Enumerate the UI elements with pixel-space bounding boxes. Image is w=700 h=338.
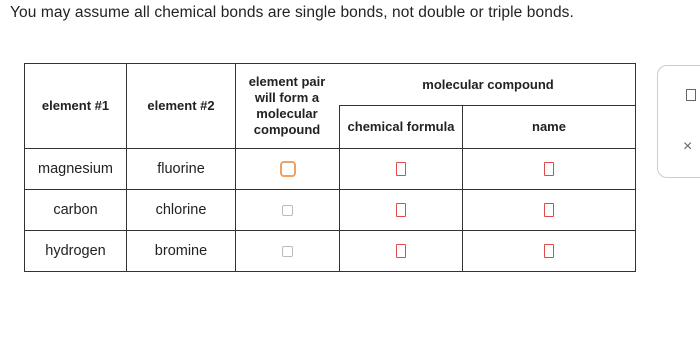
row2-name-input[interactable] [544,203,554,217]
row2-element1: carbon [53,202,98,218]
row3-will-form-checkbox[interactable] [282,246,293,257]
row2-will-form-checkbox[interactable] [282,205,293,216]
row1-element1: magnesium [38,161,113,177]
instruction-text: You may assume all chemical bonds are single bonds, not double or triple bonds. [10,4,574,21]
row2-formula-input[interactable] [396,203,406,217]
row2-element2: chlorine [155,202,207,218]
row1-element2: fluorine [157,161,205,177]
header-chemical-formula: chemical formula [347,119,455,134]
row1-will-form-checkbox[interactable] [280,161,296,177]
header-element2: element #2 [147,98,215,113]
row1-name-input[interactable] [544,162,554,176]
side-toolbar [657,65,700,178]
row1-formula-input[interactable] [396,162,406,176]
compound-table [24,63,636,272]
row3-formula-input[interactable] [396,244,406,258]
row3-element2: bromine [154,243,208,259]
header-element1: element #1 [41,98,110,113]
header-name: name [532,119,566,134]
square-icon[interactable] [686,89,696,101]
header-will-form: element pair will form a molecular compound [248,74,326,137]
row3-element1: hydrogen [45,243,106,259]
close-icon[interactable]: × [683,138,693,155]
header-molecular-compound: molecular compound [422,76,554,92]
row3-name-input[interactable] [544,244,554,258]
